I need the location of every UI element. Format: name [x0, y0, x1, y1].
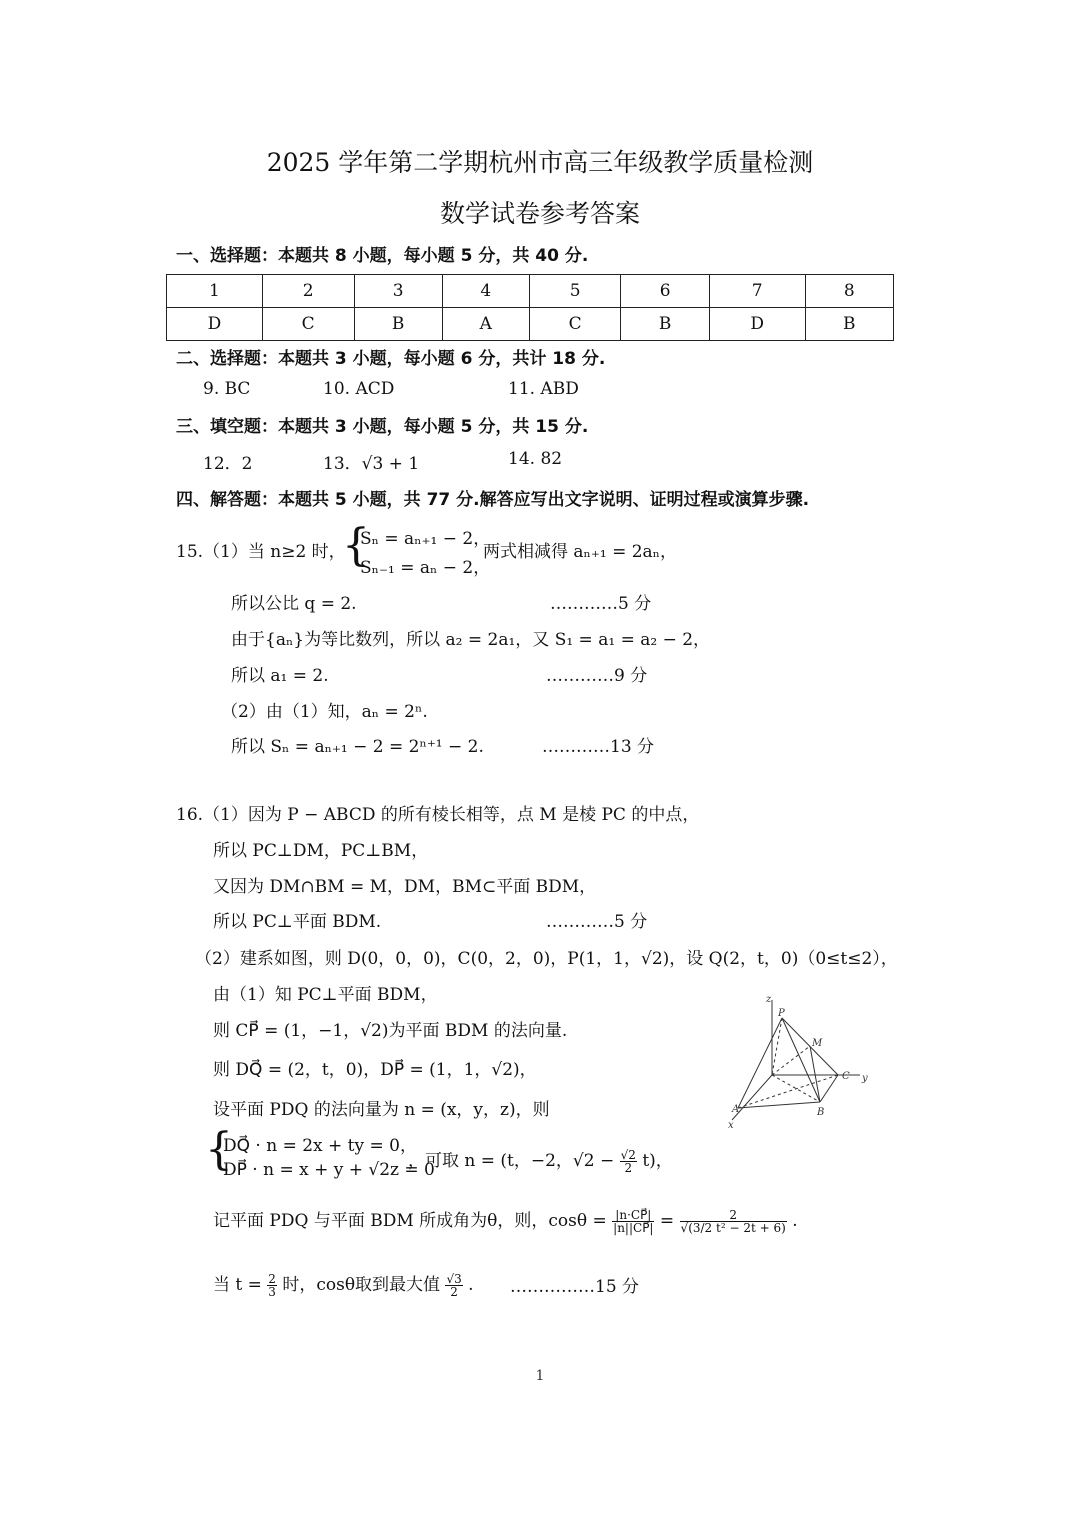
- q16-line-3: 又因为 DM∩BM = M，DM，BM⊂平面 BDM，: [213, 877, 597, 897]
- section-3-heading: 三、填空题：本题共 3 小题，每小题 5 分，共 15 分.: [176, 417, 589, 437]
- answer-12: 12．2: [203, 454, 253, 474]
- q15-line-2: 所以公比 q = 2.: [231, 594, 357, 614]
- table-cell: 1: [167, 275, 263, 308]
- q15-score-5: …………5 分: [550, 594, 652, 614]
- diagonal-AC: [738, 1075, 838, 1108]
- q16-system-line-2: DP⃗ · n = x + y + √2z = 0: [223, 1160, 435, 1180]
- answer-14: 14. 82: [508, 449, 563, 469]
- q15-line-3: 由于{aₙ}为等比数列，所以 a₂ = 2a₁，又 S₁ = a₁ = a₂ − 2，: [231, 630, 711, 650]
- q16-line-5: （2）建系如图，则 D(0，0，0)，C(0，2，0)，P(1，1，√2)，设 Q(2，t，0)（0≤t≤2），: [195, 949, 898, 969]
- table-row: [167, 308, 894, 341]
- q16-score-5: …………5 分: [546, 912, 648, 932]
- fraction: $\frac{2}{3}$: [268, 1272, 276, 1299]
- edge-PD: [772, 1018, 782, 1075]
- fraction: $\frac{√2}{2}$: [620, 1148, 636, 1175]
- label-B: B: [817, 1107, 825, 1118]
- table-cell: D: [167, 308, 263, 341]
- q15-score-13: …………13 分: [542, 737, 655, 757]
- label-C: C: [842, 1071, 850, 1082]
- table-cell: 2: [262, 275, 354, 308]
- edge-AB: [738, 1102, 820, 1108]
- table-cell: 7: [709, 275, 805, 308]
- q16-line-2: 所以 PC⊥DM，PC⊥BM，: [213, 841, 429, 861]
- table-cell: C: [262, 308, 354, 341]
- q16-line-9: 设平面 PDQ 的法向量为 n = (x，y，z)，则: [213, 1100, 550, 1120]
- table-cell: B: [621, 308, 709, 341]
- edge-PB: [782, 1018, 820, 1102]
- brace-symbol: {: [205, 1124, 233, 1175]
- fraction: $\frac{|n\cdot CP⃗|}{|n||CP⃗|}$: [613, 1208, 654, 1235]
- label-M: M: [812, 1038, 823, 1049]
- table-cell: 3: [354, 275, 442, 308]
- q15-subtract: 两式相减得 aₙ₊₁ = 2aₙ，: [483, 542, 678, 562]
- fraction: $\frac{2}{\text{√(3/2 t² − 2t + 6)}}$: [680, 1208, 786, 1235]
- q16-line-7: 则 CP⃗ = (1，−1，√2)为平面 BDM 的法向量.: [213, 1021, 568, 1041]
- answer-13: 13．√3 + 1: [323, 454, 420, 474]
- answer-11: 11. ABD: [508, 379, 579, 399]
- segment-DM: [772, 1046, 810, 1075]
- label-x: x: [728, 1120, 734, 1130]
- section-1-heading: 一、选择题：本题共 8 小题，每小题 5 分，共 40 分.: [176, 246, 589, 266]
- table-cell: B: [805, 308, 893, 341]
- document-title: 2025 学年第二学期杭州市高三年级教学质量检测: [266, 148, 814, 177]
- section-4-heading: 四、解答题：本题共 5 小题，共 77 分.解答应写出文字说明、证明过程或演算步骤.: [176, 490, 810, 510]
- label-P: P: [778, 1008, 785, 1019]
- q16-normal-vector-text: ，可取 n = (t，−2，√2 −: [408, 1151, 615, 1171]
- table-cell: 4: [442, 275, 529, 308]
- table-cell: A: [442, 308, 529, 341]
- section-2-heading: 二、选择题：本题共 3 小题，每小题 6 分，共计 18 分.: [176, 349, 606, 369]
- pyramid-figure: [720, 990, 880, 1130]
- table-cell: 8: [805, 275, 893, 308]
- label-y: y: [862, 1073, 868, 1084]
- table-cell: 5: [529, 275, 621, 308]
- q16-normal-vector: [408, 1146, 673, 1174]
- q16-line-10: 记平面 PDQ 与平面 BDM 所成角为θ，则，cosθ = $\frac{|n\cdot CP⃗|}{|n||CP⃗|}$ = $\frac{2}{\text{√(3/2 t² − 2t + 6)}}$ .: [213, 1208, 798, 1235]
- q16-line-1: 16.（1）因为 P − ABCD 的所有棱长相等，点 M 是棱 PC 的中点，: [176, 805, 700, 825]
- q15-system-line-1: Sₙ = aₙ₊₁ − 2，: [360, 529, 491, 549]
- edge-BC: [820, 1075, 838, 1102]
- q16-system-line-1: DQ⃗ · n = 2x + ty = 0，: [223, 1136, 417, 1156]
- table-row: [167, 275, 894, 308]
- edge-PA: [738, 1018, 782, 1108]
- fraction: $\frac{√3}{2}$: [446, 1272, 462, 1299]
- answer-10: 10. ACD: [323, 379, 395, 399]
- label-A: A: [732, 1104, 740, 1115]
- segment-MB: [810, 1046, 820, 1102]
- q16-line-4: 所以 PC⊥平面 BDM.: [213, 912, 382, 932]
- answer-9: 9. BC: [203, 379, 251, 399]
- q16-line-6: 由（1）知 PC⊥平面 BDM，: [213, 985, 438, 1005]
- q15-score-9: …………9 分: [546, 666, 648, 686]
- brace-symbol: {: [342, 520, 370, 571]
- q15-line-4: 所以 a₁ = 2.: [231, 666, 329, 686]
- table-cell: C: [529, 308, 621, 341]
- table-cell: D: [709, 308, 805, 341]
- table-cell: 6: [621, 275, 709, 308]
- q15-head: 15.（1）当 n≥2 时，: [176, 542, 346, 562]
- table-cell: B: [354, 308, 442, 341]
- q16-line-11: 当 t = $\frac{2}{3}$ 时，cosθ取到最大值 $\frac{√3}{2}$ .: [213, 1272, 474, 1299]
- document-subtitle: 数学试卷参考答案: [439, 199, 640, 228]
- q16-normal-vector-tail: t)，: [642, 1151, 673, 1171]
- q15-line-5: （2）由（1）知，aₙ = 2ⁿ.: [221, 702, 428, 722]
- q15-line-6: 所以 Sₙ = aₙ₊₁ − 2 = 2ⁿ⁺¹ − 2.: [231, 737, 484, 757]
- q15-system-line-2: Sₙ₋₁ = aₙ − 2，: [360, 558, 491, 578]
- q16-score-15: ……………15 分: [510, 1277, 640, 1297]
- mc-answer-table: [166, 274, 894, 341]
- q16-line-8: 则 DQ⃗ = (2，t，0)，DP⃗ = (1，1，√2)，: [213, 1060, 537, 1080]
- label-z: z: [766, 994, 772, 1005]
- page-number: 1: [535, 1368, 545, 1384]
